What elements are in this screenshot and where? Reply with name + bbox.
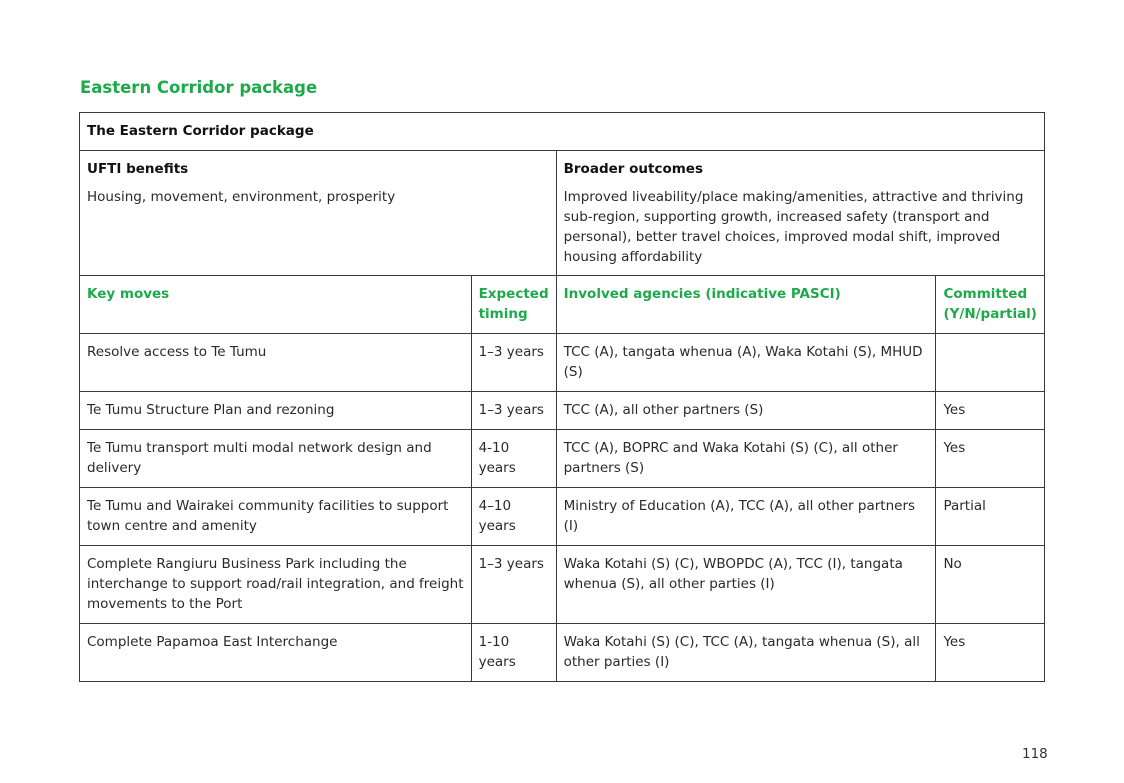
committed-cell: Yes [936,624,1045,682]
agencies-cell: TCC (A), BOPRC and Waka Kotahi (S) (C), all other partners (S) [556,430,936,488]
broader-outcomes-cell [556,151,1044,276]
broader-outcomes-text: Improved liveability/place making/amenities, attractive and thriving sub-region, supporting growth, increased safety (transport and personal), better travel choices, improved modal shift, improved housing affordability [563,189,1024,265]
key-move-cell: Complete Rangiuru Business Park including the interchange to support road/rail integration, and freight movements to the Port [80,546,472,624]
agencies-cell: Waka Kotahi (S) (C), WBOPDC (A), TCC (I), tangata whenua (S), all other parties (I) [556,546,936,624]
timing-cell: 1–3 years [471,392,556,430]
eastern-corridor-table [79,112,1045,682]
committed-cell [936,334,1045,392]
timing-cell: 4-10 years [471,430,556,488]
timing-cell: 1–3 years [471,546,556,624]
agencies-cell: Waka Kotahi (S) (C), TCC (A), tangata whenua (S), all other parties (I) [556,624,936,682]
table-title-row [80,113,1045,151]
table-row [80,392,1045,430]
table-row [80,334,1045,392]
column-header-committed: Committed (Y/N/partial) [936,276,1045,334]
agencies-cell: TCC (A), all other partners (S) [556,392,936,430]
table-row [80,430,1045,488]
broader-outcomes-label: Broader outcomes [563,161,703,177]
timing-cell: 1–3 years [471,334,556,392]
agencies-cell: Ministry of Education (A), TCC (A), all other partners (I) [556,488,936,546]
table-row [80,546,1045,624]
section-title: Eastern Corridor package [80,78,318,97]
committed-cell: No [936,546,1045,624]
table-row [80,624,1045,682]
committed-cell: Yes [936,430,1045,488]
table-row [80,488,1045,546]
agencies-cell: TCC (A), tangata whenua (A), Waka Kotahi (S), MHUD (S) [556,334,936,392]
key-move-cell: Te Tumu and Wairakei community facilities to support town centre and amenity [80,488,472,546]
column-header-row [80,276,1045,334]
timing-cell: 4–10 years [471,488,556,546]
column-header-expected-timing: Expected timing [471,276,556,334]
committed-cell: Partial [936,488,1045,546]
key-move-cell: Te Tumu Structure Plan and rezoning [80,392,472,430]
ufti-benefits-text: Housing, movement, environment, prosperity [87,189,396,205]
timing-cell: 1-10 years [471,624,556,682]
key-move-cell: Complete Papamoa East Interchange [80,624,472,682]
page-number: 118 [1022,746,1048,762]
column-header-key-moves: Key moves [80,276,472,334]
ufti-benefits-cell [80,151,557,276]
ufti-benefits-label: UFTI benefits [87,161,189,177]
column-header-involved-agencies: Involved agencies (indicative PASCI) [556,276,936,334]
key-move-cell: Resolve access to Te Tumu [80,334,472,392]
benefits-row [80,151,1045,276]
table-title: The Eastern Corridor package [80,113,1045,151]
key-move-cell: Te Tumu transport multi modal network design and delivery [80,430,472,488]
committed-cell: Yes [936,392,1045,430]
